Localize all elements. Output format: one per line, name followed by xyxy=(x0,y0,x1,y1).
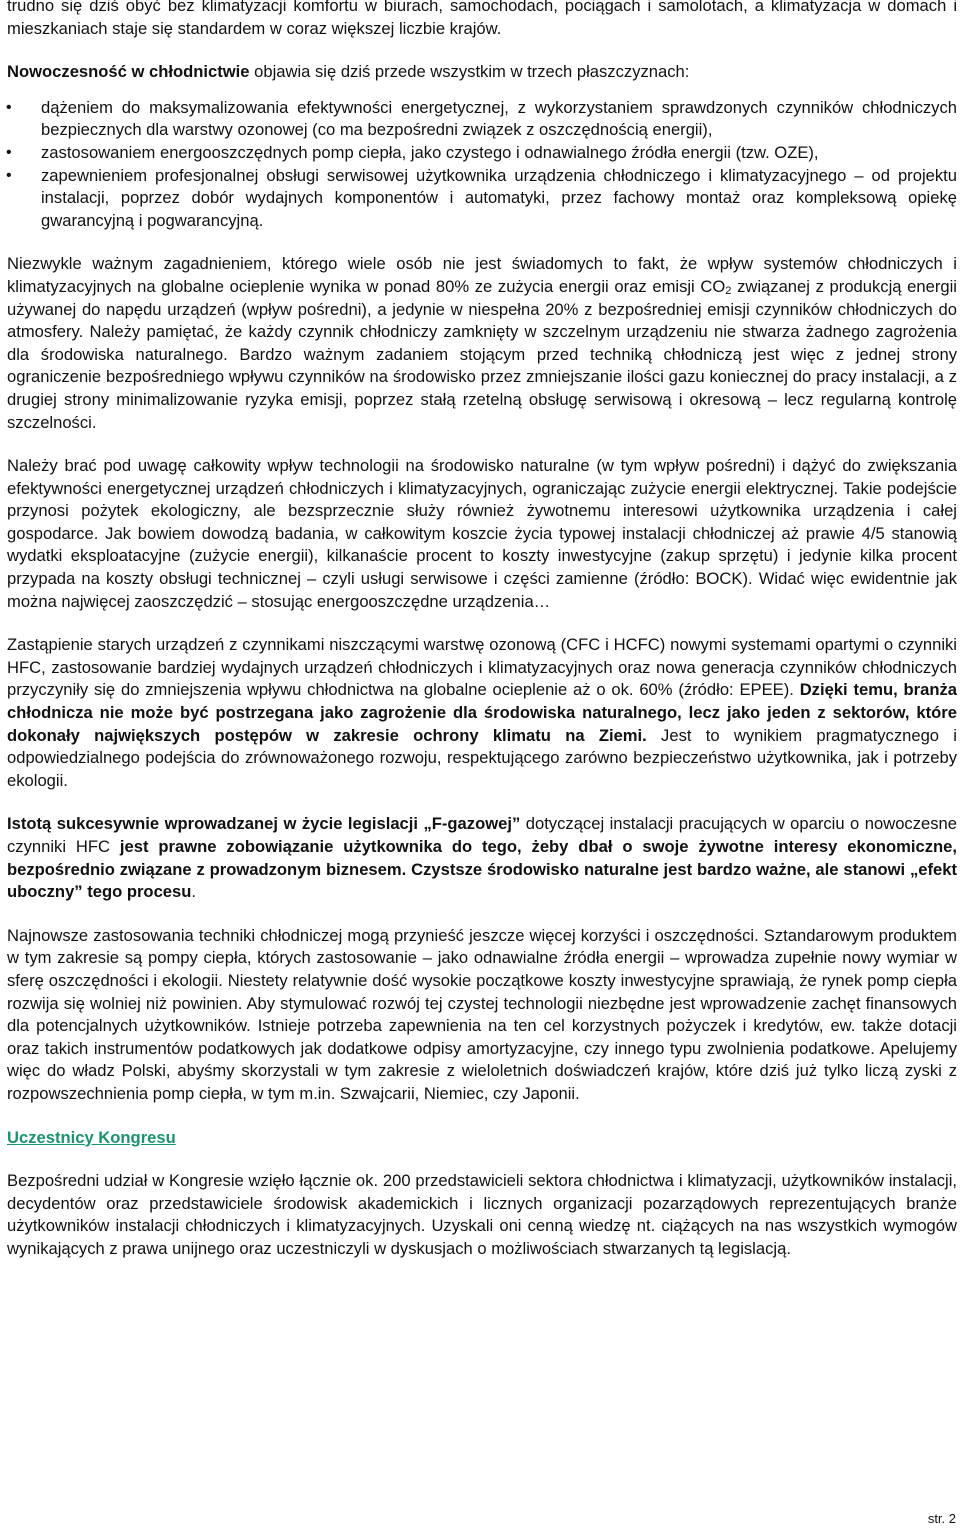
replacement-text-b: Jest to wynikiem pragmatycznego i odpowiedzialnego podejścia do zrównoważonego rozwoju, respektującego zarówno bezpieczeństwo użytkownika, jak i potrzeby ekologii. xyxy=(7,725,957,790)
paragraph-fgas xyxy=(7,813,957,903)
document-page xyxy=(7,0,957,1261)
paragraph-total-impact: Należy brać pod uwagę całkowity wpływ technologii na środowisko naturalne (w tym wpływ pośredni) i dążyć do zwiększania efektywności energetycznej urządzeń chłodniczych i klimatyzacyjnych, ograniczając zużycie energii elektrycznej. Takie podejście przynosi pożytek ekologiczny, ale bezsprzecznie służy również żywotnemu interesowi użytkownika urządzenia i całej gospodarce. Jak bowiem dowodzą badania, w całkowitym koszcie życia typowej instalacji chłodniczej aż prawie 4/5 stanowią wydatki eksploatacyjne (zużycie energii), kilkanaście procent to koszty inwestycyjne (zakup sprzętu) i jedynie kilka procent przypada na koszty obsługi technicznej – czyli usługi serwisowe i części zamienne (źródło: BOCK). Widać więc ewidentnie jak można najwięcej zaoszczędzić – stosując energooszczędne urządzenia… xyxy=(7,456,957,611)
list-item xyxy=(7,165,957,233)
list-item-text: zapewnieniem profesjonalnej obsługi serwisowej użytkownika urządzenia chłodniczego i klimatyzacyjnego – od projektu instalacji, poprzez dobór wydajnych komponentów i automatyki, przez fachowy montaż oraz kompleksową opiekę gwarancyjną i pogwarancyjną. xyxy=(41,165,957,230)
bullet-icon: • xyxy=(6,143,12,161)
fgas-bold-1: Istotą sukcesywnie wprowadzanej w życie legislacji „F-gazowej” xyxy=(7,814,521,834)
paragraph-modernity xyxy=(7,61,957,84)
list-item-text: zastosowaniem energooszczędnych pomp ciepła, jako czystego i odnawialnego źródła energii (tzw. OZE), xyxy=(41,142,819,162)
section-heading xyxy=(7,1127,957,1150)
list-item xyxy=(7,97,957,142)
paragraph-replacement xyxy=(7,634,957,792)
paragraph-participants: Bezpośredni udział w Kongresie wzięło łącznie ok. 200 przedstawicieli sektora chłodnictwa i klimatyzacji, użytkowników instalacji, decydentów oraz przedstawiciele środowisk akademickich i licznych organizacji pozarządowych reprezentujących branże użytkowników instalacji chłodniczych i klimatyzacyjnych. Uzyskali oni cenną wiedzę nt. ciążących na nas wszystkich wymogów wynikających z prawa unijnego oraz uczestniczyli w dyskusjach o możliwościach stwarzanych tą legislacją. xyxy=(7,1171,957,1258)
replacement-text-a: Zastąpienie starych urządzeń z czynnikami niszczącymi warstwę ozonową (CFC i HCFC) nowymi systemami opartymi o czynniki HFC, zastosowanie bardziej wydajnych urządzeń chłodniczych i klimatyzacyjnych oraz nowa generacja czynników chłodniczych przyczyniły się do zmniejszenia wpływu chłodnictwa na globalne ocieplenie aż o ok. 60% (źródło: EPEE). xyxy=(7,635,957,700)
list-item xyxy=(7,142,957,165)
fgas-text: dotyczącej instalacji pracujących w oparciu o nowoczesne czynniki HFC xyxy=(7,814,957,856)
paragraph-intro-continued: trudno się dziś obyć bez klimatyzacji komfortu w biurach, samochodach, pociągach i samolotach, a klimatyzacja w domach i mieszkaniach staje się standardem w coraz większej liczbie krajów. xyxy=(7,0,957,38)
bullet-icon: • xyxy=(6,166,12,184)
list-item-text: dążeniem do maksymalizowania efektywności energetycznej, z wykorzystaniem sprawdzonych czynników chłodniczych bezpiecznych dla warstwy ozonowej (co ma bezpośredni związek z oszczędnością energii), xyxy=(41,97,957,140)
modernity-bold: Nowoczesność w chłodnictwie xyxy=(7,62,250,82)
participants-heading-link[interactable]: Uczestnicy Kongresu xyxy=(7,1127,176,1147)
paragraph-newest: Najnowsze zastosowania techniki chłodniczej mogą przynieść jeszcze więcej korzyści i oszczędności. Sztandarowym produktem w tym zakresie są pompy ciepła, których zastosowanie – jako odnawialne źródła energii – wprowadza zupełnie nowy wymiar w sferę oszczędności i ekologii. Niestety relatywnie dość wysokie początkowe koszty inwestycyjne sprawiają, że rynek pomp ciepła rozwija się wolniej niż powinien. Aby stymulować rozwój tej czystej technologii niezbędne jest wprowadzenie zachęt finansowych dla potencjalnych użytkowników. Istnieje potrzeba zapewnienia na ten cel korzystnych pożyczek i kredytów, ew. także dotacji oraz takich instrumentów podatkowych jak dodatkowe odpisy amortyzacyjne, czy innego typu zwolnienia podatkowe. Apelujemy więc do władz Polski, abyśmy skorzystali w tym zakresie z wieloletnich doświadczeń krajów, które dziś już tylko liczą zyski z rozpowszechnienia pomp ciepła, w tym m.in. Szwajcarii, Niemiec, czy Japonii. xyxy=(7,925,957,1103)
bullet-list xyxy=(7,97,957,233)
paragraph-impact xyxy=(7,253,957,434)
co2-subscript: 2 xyxy=(725,284,732,297)
modernity-rest: objawia się dziś przede wszystkim w trzech płaszczyznach: xyxy=(249,62,690,82)
fgas-bold-2: jest prawne zobowiązanie użytkownika do tego, żeby dbał o swoje żywotne interesy ekonomiczne, bezpośrednio związane z prowadzonym biznesem. Czystsze środowisko naturalne jest bardzo ważne, ale stanowi „efekt uboczny” tego procesu xyxy=(7,837,957,902)
fgas-end: . xyxy=(191,882,197,902)
page-number: str. 2 xyxy=(927,1511,956,1526)
replacement-bold: Dzięki temu, branża chłodnicza nie może być postrzegana jako zagrożenie dla środowiska naturalnego, lecz jako jeden z sektorów, które dokonały największych postępów w zakresie ochrony klimatu na Ziemi. xyxy=(7,680,957,745)
bullet-icon: • xyxy=(6,98,12,116)
impact-text-a: Niezwykle ważnym zagadnieniem, którego wiele osób nie jest świadomych to fakt, że wpływ systemów chłodniczych i klimatyzacyjnych na globalne ocieplenie wynika w ponad 80% ze zużycia energii oraz emisji CO xyxy=(7,254,957,296)
impact-text-b: związanej z produkcją energii używanej do napędu urządzeń (wpływ pośredni), a jedynie w niespełna 20% z bezpośredniej emisji czynników chłodniczych do atmosfery. Należy pamiętać, że każdy czynnik chłodniczy zamknięty w szczelnym urządzeniu nie stwarza żadnego zagrożenia dla środowiska naturalnego. Bardzo ważnym zadaniem stojącym przed techniką chłodniczą jest więc z jednej strony ograniczenie bezpośredniego wpływu czynników na środowisko przez zmniejszanie ilości gazu koniecznej do pracy instalacji, a z drugiej strony minimalizowanie ryzyka emisji, poprzez stałą rzetelną obsługę serwisową i okresową – lecz regularną kontrolę szczelności. xyxy=(7,276,957,432)
